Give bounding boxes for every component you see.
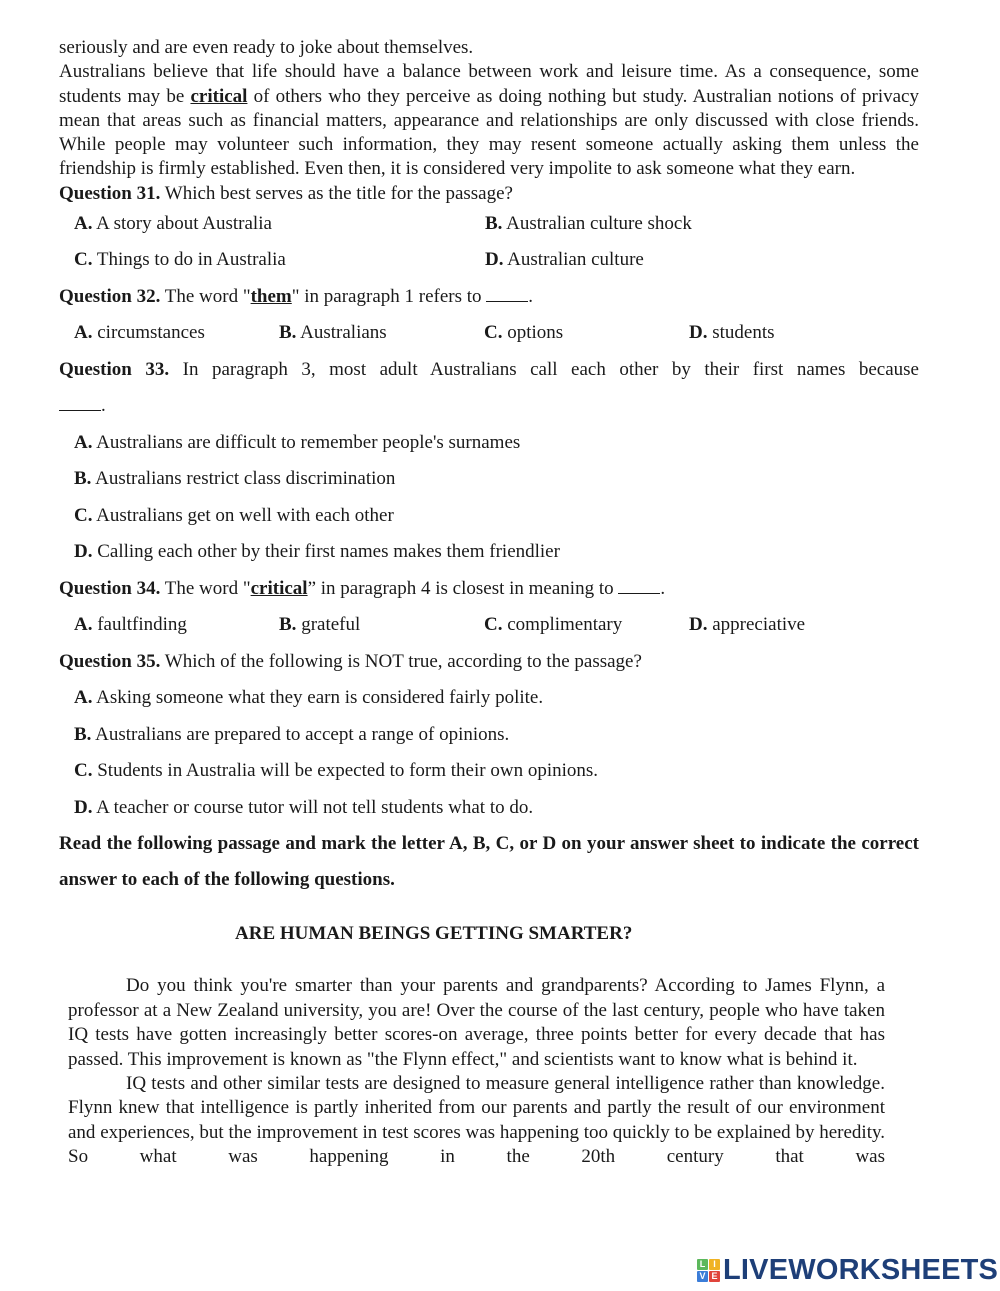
worksheet-page bbox=[59, 36, 919, 1170]
option-c[interactable]: C. complimentary bbox=[484, 614, 623, 636]
question-31-options bbox=[59, 206, 919, 279]
option-d[interactable]: D. students bbox=[689, 322, 775, 344]
question-33-options bbox=[59, 425, 919, 571]
passage-paragraph-1: Do you think you're smarter than your parents and grandparents? According to James Flynn, a professor at a New Zealand university, you are! Over the course of the last century, people who have taken IQ tests have gotten increasingly better scores-on average, three points better for every decade that has passed. This improvement is known as "the Flynn effect," and scientists want to know what is behind it. bbox=[68, 975, 885, 1070]
question-35-stem: Question 35. Which of the following is NOT true, according to the passage? bbox=[59, 650, 642, 672]
option-b[interactable]: B. Australian culture shock bbox=[485, 212, 692, 234]
question-33-blank-line: . bbox=[59, 388, 919, 425]
logo-tiles-icon bbox=[697, 1259, 720, 1282]
question-32-options bbox=[59, 315, 919, 352]
keyword-critical: critical bbox=[190, 85, 248, 107]
logo-text: LIVEWORKSHEETS bbox=[723, 1254, 999, 1286]
question-34 bbox=[59, 571, 919, 644]
keyword-critical: critical bbox=[250, 577, 308, 599]
passage-title: ARE HUMAN BEINGS GETTING SMARTER? bbox=[235, 923, 633, 945]
option-c[interactable]: C. Things to do in Australia bbox=[74, 249, 286, 271]
answer-blank bbox=[618, 579, 660, 594]
liveworksheets-logo[interactable] bbox=[697, 1256, 998, 1284]
question-34-options bbox=[59, 607, 919, 644]
question-35 bbox=[59, 644, 919, 827]
question-35-options bbox=[59, 680, 919, 826]
question-31 bbox=[59, 182, 919, 279]
option-b[interactable]: B. Australians are prepared to accept a range of opinions. bbox=[74, 723, 510, 745]
option-d[interactable]: D. Australian culture bbox=[485, 249, 644, 271]
option-c[interactable]: C. Students in Australia will be expected to form their own opinions. bbox=[74, 760, 599, 782]
passage-paragraph-4: Australians believe that life should have a balance between work and leisure time. As a consequence, some students may be critical of others who they perceive as doing nothing but study. Australian notions of privacy mean that areas such as financial matters, appearance and relationships are only discussed with close friends. While people may volunteer such information, they may resent someone actually asking them unless the friendship is firmly established. Even then, it is considered very impolite to ask someone what they earn. bbox=[59, 61, 919, 180]
option-d[interactable]: D. Calling each other by their first names makes them friendlier bbox=[74, 541, 560, 563]
option-b[interactable]: B. Australians bbox=[279, 322, 387, 344]
question-number: Question 31. bbox=[59, 182, 161, 204]
option-d[interactable]: D. A teacher or course tutor will not tell students what to do. bbox=[74, 796, 534, 818]
option-a[interactable]: A. faultfinding bbox=[74, 614, 187, 636]
question-32-stem: Question 32. The word "them" in paragraph 1 refers to . bbox=[59, 285, 534, 307]
option-b[interactable]: B. grateful bbox=[279, 614, 361, 636]
logo-tile-l: L bbox=[697, 1259, 708, 1270]
option-a[interactable]: A. Australians are difficult to remember people's surnames bbox=[74, 431, 521, 453]
option-c[interactable]: C. options bbox=[484, 322, 564, 344]
question-33 bbox=[59, 352, 919, 571]
question-33-stem: Question 33. In paragraph 3, most adult Australians call each other by their first names because bbox=[59, 358, 919, 380]
passage-line: seriously and are even ready to joke about themselves. bbox=[59, 37, 474, 58]
passage-2 bbox=[59, 974, 885, 1169]
option-d[interactable]: D. appreciative bbox=[689, 614, 806, 636]
answer-blank bbox=[59, 396, 101, 411]
option-a[interactable]: A. Asking someone what they earn is considered fairly polite. bbox=[74, 687, 544, 709]
option-a[interactable]: A. circumstances bbox=[74, 322, 205, 344]
option-a[interactable]: A. A story about Australia bbox=[74, 212, 272, 234]
keyword-them: them bbox=[250, 285, 292, 307]
question-34-stem: Question 34. The word "critical” in paragraph 4 is closest in meaning to . bbox=[59, 577, 666, 599]
passage-paragraph-2: IQ tests and other similar tests are designed to measure general intelligence rather than knowledge. Flynn knew that intelligence is partly inherited from our parents and partly the result of our environment and experiences, but the improvement in test scores was happening too quickly to be explained by heredity. So what was happening in the 20th century that was bbox=[68, 1072, 885, 1168]
question-31-stem: Question 31. Which best serves as the title for the passage? bbox=[59, 182, 513, 204]
logo-tile-e: E bbox=[709, 1271, 720, 1282]
logo-tile-v: V bbox=[697, 1271, 708, 1282]
option-c[interactable]: C. Australians get on well with each other bbox=[74, 504, 394, 526]
logo-tile-i: I bbox=[709, 1259, 720, 1270]
option-b[interactable]: B. Australians restrict class discrimination bbox=[74, 468, 396, 490]
answer-blank bbox=[486, 287, 528, 302]
question-32 bbox=[59, 279, 919, 352]
section-instruction: Read the following passage and mark the letter A, B, C, or D on your answer sheet to indicate the correct answer to each of the following questions. bbox=[59, 833, 919, 891]
